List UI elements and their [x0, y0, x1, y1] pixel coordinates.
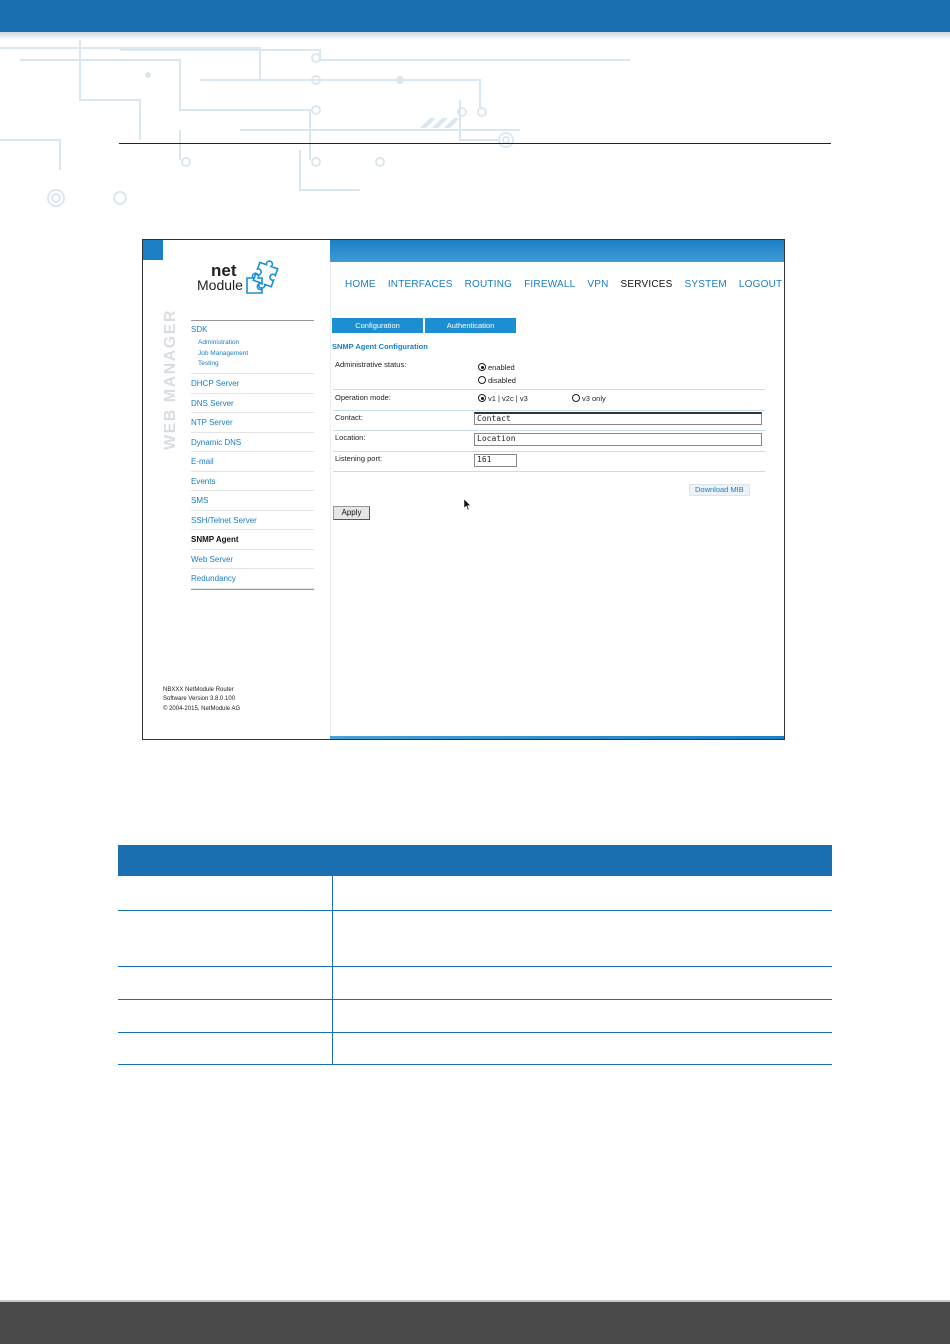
sidebar-nav [191, 320, 314, 590]
header-rule [119, 143, 831, 144]
bottom-banner [330, 736, 785, 740]
table-cell [332, 1032, 832, 1064]
radio-disabled[interactable] [478, 376, 486, 384]
admin-disabled-option[interactable] [478, 376, 516, 385]
sidebar-item-ssh-telnet-server[interactable]: SSH/Telnet Server [191, 511, 314, 531]
web-manager-screenshot [142, 239, 785, 740]
nav-system[interactable]: SYSTEM [684, 279, 727, 290]
location-label: Location: [335, 433, 366, 442]
sidebar-item-events[interactable]: Events [191, 472, 314, 492]
contact-input[interactable]: Contact [474, 412, 762, 425]
sidebar-item-redundancy[interactable]: Redundancy [191, 569, 314, 589]
sidebar-item-web-server[interactable]: Web Server [191, 550, 314, 570]
nav-vpn[interactable]: VPN [587, 279, 609, 290]
document-header-bar [0, 0, 950, 32]
sidebar-subitem-testing[interactable]: Testing [198, 360, 219, 368]
netmodule-logo[interactable] [195, 260, 285, 300]
table-row [118, 1032, 832, 1064]
location-row [333, 431, 765, 452]
footer-line-device: NBXXX NetModule Router [163, 687, 234, 693]
footer-line-copyright: © 2004-2015, NetModule AG [163, 705, 241, 712]
sidebar-item-sdk[interactable]: SDK [191, 325, 208, 334]
operation-mode-row [333, 390, 765, 411]
radio-v3-only[interactable] [572, 394, 580, 402]
table-cell [332, 966, 832, 999]
admin-disabled-label: disabled [488, 376, 516, 385]
tab-authentication[interactable]: Authentication [425, 318, 516, 333]
table-header-parameter [118, 845, 332, 876]
radio-v1-v2c-v3[interactable] [478, 394, 486, 402]
tab-configuration[interactable]: Configuration [332, 318, 423, 333]
admin-status-row [333, 358, 765, 390]
table-cell [118, 1032, 332, 1064]
table-cell [118, 910, 332, 966]
footer-line-version: Software Version 3.8.0.100 [163, 696, 236, 703]
sidebar-separator [330, 262, 331, 740]
nav-logout[interactable]: LOGOUT [738, 279, 783, 290]
nav-services[interactable]: SERVICES [620, 279, 673, 290]
admin-enabled-label: enabled [488, 363, 515, 372]
table-cell [118, 966, 332, 999]
sidebar-item-dynamic-dns[interactable]: Dynamic DNS [191, 433, 314, 453]
listening-port-row [333, 452, 765, 472]
listening-port-label: Listening port: [335, 454, 383, 463]
nav-routing[interactable]: ROUTING [464, 279, 513, 290]
main-nav [345, 279, 785, 290]
logo-module-text: Module [197, 277, 243, 293]
top-banner [330, 240, 785, 262]
table-row [118, 910, 832, 966]
op-mode-v3-only-label: v3 only [582, 394, 606, 403]
table-cell [332, 999, 832, 1032]
admin-status-label: Administrative status: [335, 360, 407, 369]
nav-interfaces[interactable]: INTERFACES [387, 279, 453, 290]
table-header-row [118, 845, 832, 876]
document-footer-bar [0, 1300, 950, 1344]
op-mode-v1-v2c-v3-label: v1 | v2c | v3 [488, 394, 528, 403]
location-input[interactable]: Location [474, 433, 762, 446]
sidebar-group-sdk [191, 321, 314, 374]
table-cell [118, 999, 332, 1032]
apply-button[interactable]: Apply [333, 506, 370, 520]
sidebar-item-email[interactable]: E-mail [191, 452, 314, 472]
mouse-cursor-icon [464, 499, 472, 511]
op-mode-v3-only-option[interactable] [572, 394, 606, 403]
sidebar-item-dns-server[interactable]: DNS Server [191, 394, 314, 414]
sidebar-subitem-job-management[interactable]: Job Management [198, 349, 249, 357]
parameter-table [118, 845, 832, 1065]
circuit-decoration [0, 40, 640, 220]
table-row [118, 966, 832, 999]
sidebar-item-ntp-server[interactable]: NTP Server [191, 413, 314, 433]
table-cell [332, 910, 832, 966]
sidebar-item-snmp-agent[interactable]: SNMP Agent [191, 530, 314, 550]
table-cell [118, 876, 332, 910]
nav-firewall[interactable]: FIREWALL [524, 279, 576, 290]
sub-tabs [332, 318, 516, 333]
sidebar-subitem-administration[interactable]: Administration [198, 339, 240, 346]
listening-port-input[interactable]: 161 [474, 454, 517, 467]
version-footer [163, 686, 240, 714]
web-manager-title: WEB MANAGER [162, 309, 179, 450]
puzzle-icon [245, 260, 279, 294]
logo-net-text: net [211, 261, 237, 280]
sidebar-item-sms[interactable]: SMS [191, 491, 314, 511]
admin-enabled-option[interactable] [478, 363, 515, 372]
op-mode-v1-v2c-v3-option[interactable] [478, 394, 528, 403]
table-row [118, 876, 832, 910]
header-shadow [0, 32, 950, 40]
nav-home[interactable]: HOME [345, 279, 376, 290]
corner-block [143, 240, 163, 260]
operation-mode-label: Operation mode: [335, 393, 391, 402]
table-cell [332, 876, 832, 910]
table-row [118, 999, 832, 1032]
contact-row [333, 411, 765, 431]
download-mib-button[interactable]: Download MIB [689, 484, 750, 496]
contact-label: Contact: [335, 413, 363, 422]
sidebar-item-dhcp-server[interactable]: DHCP Server [191, 374, 314, 394]
section-title: SNMP Agent Configuration [332, 342, 428, 351]
radio-enabled[interactable] [478, 363, 486, 371]
table-header-description [332, 845, 832, 876]
